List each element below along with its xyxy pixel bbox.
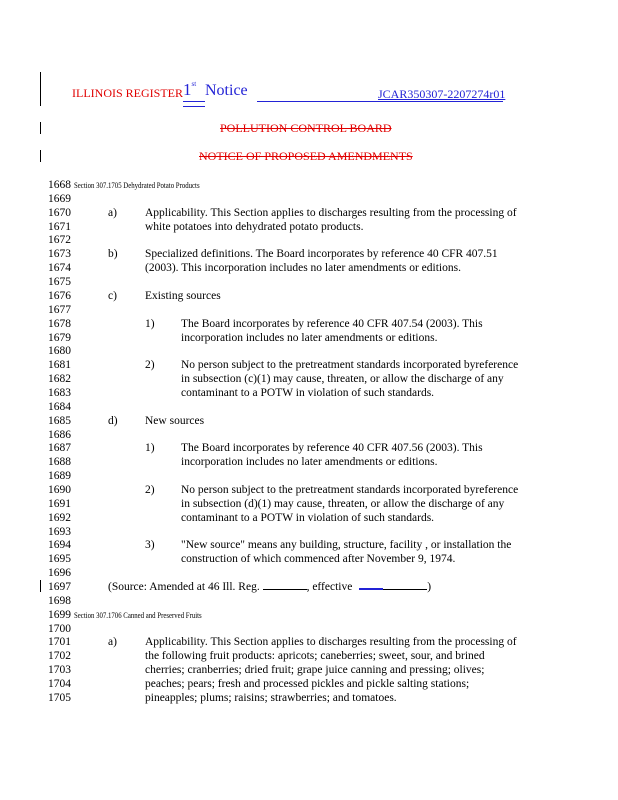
change-bar [40,580,41,592]
line-number: 1699 [48,608,71,621]
source-note [108,580,431,594]
line-number: 1676 [48,289,71,302]
line-number: 1703 [48,664,71,677]
effective-blank-inserted [359,588,383,590]
body-text: the following fruit products: apricots; caneberries; sweet, sour, and brined [145,650,485,663]
section-heading [74,178,222,193]
body-text: pineapples; plums; raisins; strawberries; and tomatoes. [145,691,397,704]
page-num-superscript: st [191,80,197,88]
paragraph-label: 3) [145,539,155,552]
page-number [183,80,196,100]
body-text: "New source" means any building, structure, facility , or installation the [181,539,512,552]
line-number: 1674 [48,262,71,275]
line-number: 1669 [48,192,71,205]
body-text: contaminant to a POTW in violation of such standards. [181,386,435,399]
paragraph-label: 2) [145,359,155,372]
line-number: 1690 [48,483,71,496]
line-number: 1681 [48,359,71,372]
line-number: 1692 [48,511,71,524]
board-title: POLLUTION CONTROL BOARD [220,121,392,135]
line-number: 1691 [48,497,71,510]
change-bar [40,72,41,106]
paragraph-label: 2) [145,483,155,496]
section-heading-text: Section 307.1705 Dehydrated Potato Products [74,181,200,190]
body-text: construction of which commenced after November 9, 1974. [181,553,456,566]
line-number: 1682 [48,373,71,385]
line-number: 1704 [48,678,71,690]
line-number: 1683 [48,386,71,399]
body-text: New sources [145,414,205,427]
line-number: 1671 [48,220,71,233]
subsection-label: a) [108,206,117,219]
line-number: 1705 [48,691,71,704]
line-number: 1675 [48,276,71,288]
change-bar [40,122,41,134]
line-number: 1696 [48,567,71,580]
body-text: Applicability. This Section applies to discharges resulting from the processing of [145,206,517,219]
body-text: white potatoes into dehydrated potato products. [145,220,364,233]
line-number: 1672 [48,234,71,247]
body-text: incorporation includes no later amendments or editions. [181,456,438,469]
line-number: 1678 [48,317,71,330]
section-heading [74,608,224,623]
body-text: incorporation includes no later amendments or editions. [181,331,438,344]
line-number: 1687 [48,442,71,455]
body-text: No person subject to the pretreatment standards incorporated byreference [181,483,519,496]
body-text: The Board incorporates by reference 40 CFR 407.56 (2003). This [181,442,483,455]
body-text: in subsection (d)(1) may cause, threaten, or allow the discharge of any [181,497,505,510]
paragraph-label: 1) [145,442,155,455]
change-bar [40,150,41,162]
line-number: 1701 [48,636,71,649]
subsection-label: c) [108,289,117,302]
paragraph-label: 1) [145,317,155,330]
body-text: in subsection (c)(1) may cause, threaten, or allow the discharge of any [181,373,504,385]
line-number: 1685 [48,414,71,427]
line-number: 1688 [48,456,71,469]
subsection-label: a) [108,636,117,649]
register-title: ILLINOIS REGISTER [72,86,183,100]
line-number: 1697 [48,580,71,593]
body-text: Specialized definitions. The Board incorporates by reference 40 CFR 407.51 [145,248,498,261]
effective-blank [383,589,427,590]
line-number: 1693 [48,525,71,538]
line-number: 1677 [48,303,71,316]
subsection-label: d) [108,414,118,427]
line-number: 1684 [48,400,71,413]
page-number-underline [183,101,205,107]
register-blank [263,589,307,590]
body-text: peaches; pears; fresh and processed pickles and pickle salting stations; [145,678,470,690]
source-mid: , effective [306,580,356,593]
line-number: 1702 [48,650,71,663]
body-text: contaminant to a POTW in violation of such standards. [181,511,435,524]
body-text: No person subject to the pretreatment standards incorporated byreference [181,359,519,372]
line-number: 1673 [48,248,71,261]
line-number: 1694 [48,539,71,552]
line-number: 1698 [48,594,71,607]
subsection-label: b) [108,248,118,261]
source-prefix: (Source: Amended at 46 Ill. Reg. [108,580,263,593]
line-number: 1695 [48,553,71,566]
line-number: 1680 [48,345,71,358]
line-number: 1679 [48,331,71,344]
notice-label: Notice [205,82,248,99]
body-text: Existing sources [145,289,221,302]
notice-title: NOTICE OF PROPOSED AMENDMENTS [199,149,413,163]
body-text: cherries; cranberries; dried fruit; grape juice canning and pressing; olives; [145,664,485,677]
section-heading-text: Section 307.1706 Canned and Preserved Fruits [74,610,202,620]
body-text: Applicability. This Section applies to discharges resulting from the processing of [145,636,517,649]
body-text: The Board incorporates by reference 40 CFR 407.54 (2003). This [181,317,483,330]
line-number: 1689 [48,470,71,483]
line-number: 1670 [48,206,71,219]
jcar-code: JCAR350307-2207274r01 [378,87,506,101]
body-text: (2003). This incorporation includes no later amendments or editions. [145,262,461,275]
line-number: 1686 [48,428,71,441]
page-num-value: 1 [183,80,192,99]
line-number: 1700 [48,622,71,635]
line-number: 1668 [48,179,71,191]
source-suffix: ) [427,580,432,593]
